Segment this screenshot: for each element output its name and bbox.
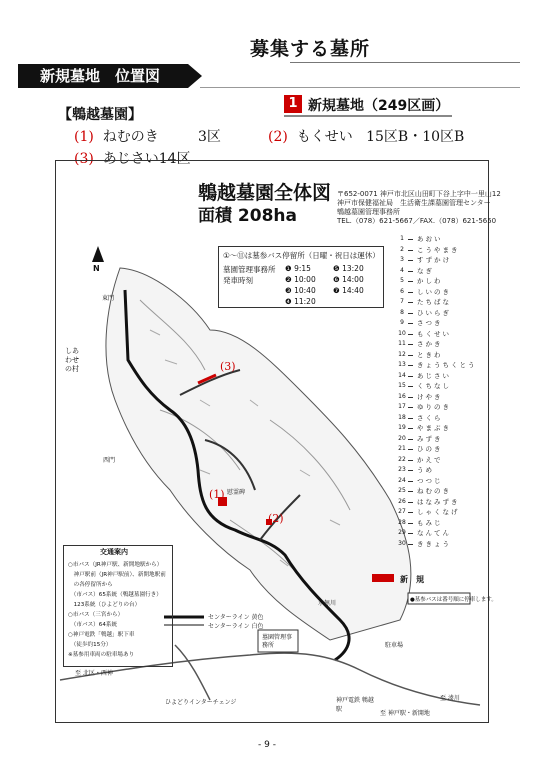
map-title: 鵯越墓園全体図 <box>198 182 332 204</box>
address-block: 〒652-0071 神戸市北区山田町下谷上字中一里山12 神戸市保健福祉局 生活衛生課墓園管理センター 鵯越墓園管理事務所 TEL.（078）621-5667／FAX.（078）621-5650 <box>337 190 501 225</box>
legend-row <box>397 381 479 391</box>
west-gate-label: 西門 <box>103 457 116 464</box>
legend-number: 12 <box>398 350 406 358</box>
legend-number: 5 <box>400 277 404 284</box>
legend-dash <box>408 239 413 240</box>
legend-number: 8 <box>400 308 404 316</box>
section-item: (2) もくせい 15区B・10区B <box>268 129 465 145</box>
legend-name: もくせい <box>417 329 451 338</box>
approach-road <box>175 645 210 700</box>
bus-header: ①〜⑪は墓参バス停留所（日曜・祝日は運休） <box>223 251 380 260</box>
legend-dash <box>408 449 413 450</box>
legend-dash <box>408 407 413 408</box>
legend-name: けやき <box>417 392 443 401</box>
legend-name: ゆりのき <box>417 403 451 411</box>
traffic-line: （市バス）65系統（鵯越墓園行き） <box>68 592 162 598</box>
legend-name: うめ <box>417 466 434 474</box>
legend-name: ひいらぎ <box>417 308 451 317</box>
legend-name: もみじ <box>417 518 443 527</box>
marker-label: (2) <box>268 512 284 525</box>
legend-dash <box>408 470 413 471</box>
section-blocks: 3区 <box>198 129 221 145</box>
legend-name: すずかけ <box>417 256 452 264</box>
legend-number: 4 <box>400 266 404 274</box>
legend-dash <box>408 418 413 419</box>
legend-name: みずき <box>417 434 443 443</box>
bus-time: ❷ 10:00 <box>285 275 316 284</box>
legend-name: さかき <box>417 340 443 348</box>
legend-row <box>397 434 479 444</box>
bus-office-label: 墓園管理事務所 <box>223 265 276 274</box>
legend-number: 14 <box>398 371 406 379</box>
legend-name: なぎ <box>417 266 434 275</box>
section-header: 新規墓地 位置図 <box>18 64 188 88</box>
legend-row <box>397 329 479 339</box>
legend-name: さくら <box>417 413 443 422</box>
legend-number: 15 <box>398 382 406 389</box>
new-legend-swatch <box>372 574 394 582</box>
legend-row <box>397 339 479 349</box>
legend-row <box>397 497 479 507</box>
legend-number: 25 <box>398 487 406 494</box>
legend-row <box>397 539 479 549</box>
marker-label: (3) <box>220 360 236 373</box>
legend-number: 10 <box>398 329 406 337</box>
page-number: - 9 - <box>258 740 276 750</box>
new-grave-title: 新規墓地（249区画） <box>308 98 450 114</box>
bus-time: ❹ 11:20 <box>285 297 316 306</box>
legend-number: 2 <box>400 245 404 253</box>
traffic-line: ※墓参用車両の駐車場あり <box>68 652 135 658</box>
legend-row <box>397 276 479 286</box>
legend-row <box>397 371 479 381</box>
legend-dash <box>408 376 413 377</box>
legend-number: 19 <box>398 424 406 431</box>
legend-name: たちばな <box>417 298 451 306</box>
east-gate-label: 東門 <box>102 295 115 302</box>
route-label: 至 湊川 <box>440 695 460 702</box>
legend-number: 13 <box>398 361 406 368</box>
legend-name: なんてん <box>417 529 451 537</box>
legend-row <box>397 266 479 276</box>
legend-dash <box>408 502 413 503</box>
legend-dash <box>408 355 413 356</box>
legend-number: 24 <box>398 476 406 484</box>
legend-row <box>397 255 479 265</box>
legend-row <box>397 245 479 255</box>
traffic-line: ○神戸電鉄「鵯越」駅下車 <box>68 632 135 638</box>
legend-name: ひのき <box>417 445 443 453</box>
traffic-line: （徒歩約15分） <box>68 642 112 648</box>
legend-dash <box>408 439 413 440</box>
legend-row <box>397 413 479 423</box>
legend-row <box>397 486 479 496</box>
traffic-title: 交通案内 <box>100 548 128 556</box>
traffic-line: ○市バス（JR神戸駅、新開地駅から） <box>68 562 163 568</box>
north-arrow-icon <box>92 246 104 262</box>
legend-dash <box>408 334 413 335</box>
north-label: N <box>93 264 100 273</box>
traffic-line: ○市バス（三宮から） <box>68 612 124 618</box>
village-label: しあわせの村 <box>65 347 79 373</box>
legend-dash <box>408 397 413 398</box>
legend-name: ねむのき <box>417 487 451 495</box>
legend-row <box>397 476 479 486</box>
legend-row <box>397 360 479 370</box>
legend-number: 11 <box>398 340 406 347</box>
legend-name: あじさい <box>417 371 451 380</box>
legend-name: ききょう <box>417 539 451 548</box>
legend-number: 23 <box>398 466 406 473</box>
legend-note: ●墓参バスは番号順に停車します。 <box>410 597 497 603</box>
traffic-line: 神戸駅前（JR神戸駅前）、新開地駅前 <box>68 572 166 578</box>
legend-dash <box>408 281 413 282</box>
legend-dash <box>408 481 413 482</box>
bus-time: ❶ 9:15 <box>285 264 311 273</box>
legend-number: 3 <box>400 256 404 263</box>
legend-number: 20 <box>398 434 406 442</box>
legend-row <box>397 287 479 297</box>
page-title: 募集する墓所 <box>250 38 371 60</box>
legend-name: さつき <box>417 319 443 327</box>
marker-label: (1) <box>209 488 225 501</box>
legend-number: 1 <box>400 235 404 242</box>
legend-number: 17 <box>398 403 406 410</box>
office-map-label: 墓園管理事務所 <box>262 634 293 649</box>
legend-dash <box>408 313 413 314</box>
legend-row <box>397 297 479 307</box>
legend-dash <box>408 250 413 251</box>
route-label: 至 北区・西神 <box>75 670 113 677</box>
legend-name: こうやまき <box>417 245 460 254</box>
section-item: (1) ねむのき <box>74 129 159 145</box>
legend-dash <box>408 512 413 513</box>
legend-row <box>397 318 479 328</box>
legend-name: きょうちくとう <box>417 361 477 369</box>
legend-dash <box>408 544 413 545</box>
legend-dash <box>408 428 413 429</box>
legend-name: かえで <box>417 455 443 464</box>
bus-time: ❺ 13:20 <box>333 264 364 273</box>
traffic-line: （市バス）64系統 <box>68 622 118 628</box>
legend-name: くちなし <box>417 382 451 390</box>
legend-row <box>397 234 479 244</box>
bus-time: ❼ 14:40 <box>333 286 364 295</box>
traffic-line: の各停留所から <box>68 582 113 588</box>
legend-number: 30 <box>398 539 406 547</box>
legend-number: 21 <box>398 445 406 452</box>
legend-name: ときわ <box>417 350 443 359</box>
legend-name: つつじ <box>417 476 443 485</box>
bus-time: ❸ 10:40 <box>285 286 316 295</box>
legend-name: あおい <box>417 235 443 243</box>
station-label: 神戸電鉄 鵯越駅 <box>336 697 374 713</box>
bus-time: ❻ 14:00 <box>333 275 364 284</box>
legend-name: しいのき <box>417 287 451 296</box>
map-area: 面積 208ha <box>198 206 297 226</box>
legend-number: 27 <box>398 508 406 515</box>
legend-row <box>397 455 479 465</box>
legend-dash <box>408 365 413 366</box>
legend-dash <box>408 344 413 345</box>
legend-name: かしわ <box>417 277 443 285</box>
legend-number: 7 <box>400 298 404 305</box>
legend-dash <box>408 323 413 324</box>
legend-dash <box>408 460 413 461</box>
section-item: (3) あじさい14区 <box>74 151 191 167</box>
legend-dash <box>408 533 413 534</box>
legend-name: しゃくなげ <box>417 508 460 516</box>
memorial-label: 慰霊碑 <box>227 489 246 496</box>
legend-dash <box>408 302 413 303</box>
legend-number: 28 <box>398 518 406 526</box>
traffic-line: 123系統（ひよどりの台） <box>68 602 141 608</box>
cemetery-label: 【鵯越墓園】 <box>58 107 142 123</box>
legend-name: はなみずき <box>417 497 460 506</box>
legend-number: 9 <box>400 319 404 326</box>
legend-row <box>397 402 479 412</box>
bus-schedule-box <box>218 246 384 308</box>
legend-number: 22 <box>398 455 406 463</box>
legend-number: 29 <box>398 529 406 536</box>
river-label: 水無川 <box>318 600 337 607</box>
legend-row <box>397 392 479 402</box>
legend-row <box>397 423 479 433</box>
interchange-label: ひよどりインターチェンジ <box>165 699 237 706</box>
legend-dash <box>408 292 413 293</box>
legend-dash <box>408 271 413 272</box>
centerline-yellow-label: センターライン 黄色 <box>208 614 264 621</box>
legend-row <box>397 308 479 318</box>
legend-row <box>397 528 479 538</box>
new-grave-badge: 1 <box>284 95 302 113</box>
legend-dash <box>408 386 413 387</box>
legend-row <box>397 444 479 454</box>
legend-number: 26 <box>398 497 406 505</box>
route-label: 至 神戸駅・新開地 <box>380 710 430 717</box>
legend-row <box>397 350 479 360</box>
traffic-info-box <box>63 545 173 667</box>
legend-row <box>397 507 479 517</box>
legend-row <box>397 518 479 528</box>
legend-dash <box>408 260 413 261</box>
legend-number: 6 <box>400 287 404 295</box>
legend-number: 18 <box>398 413 406 421</box>
legend-name: やまぶき <box>417 424 451 432</box>
legend-number: 16 <box>398 392 406 400</box>
parking-label: 駐車場 <box>385 642 404 649</box>
legend-dash <box>408 491 413 492</box>
new-legend-label: 新 規 <box>400 575 424 584</box>
legend-row <box>397 465 479 475</box>
legend-dash <box>408 523 413 524</box>
centerline-white-label: センターライン 白色 <box>208 623 264 630</box>
bus-depart-label: 発車時刻 <box>223 276 253 285</box>
